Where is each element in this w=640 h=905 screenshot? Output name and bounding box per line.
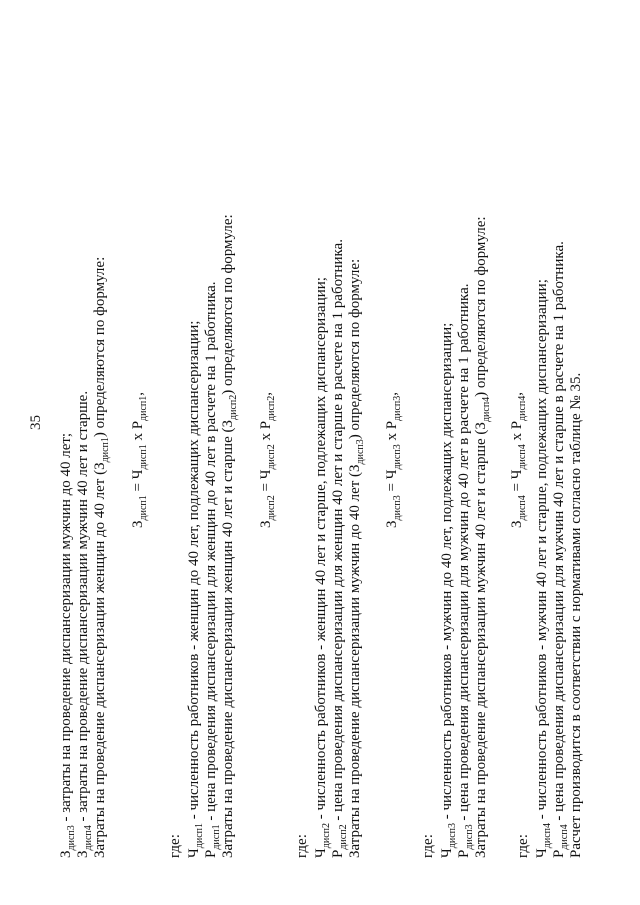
text-line: $Ч_{дисп1}$ - численность работников - женщин до 40 лет, подлежащих диспансеризации; xyxy=(186,320,205,858)
text-line: $Ч_{дисп4}$ - численность работников - мужчин 40 лет и старше, подлежащих диспансеризации; xyxy=(534,279,553,858)
where-label: где: xyxy=(420,834,436,858)
text-line: $Р_{дисп4}$ - цена проведения диспансеризации для мужчин 40 лет и старше в расчете на 1 работника. xyxy=(551,241,570,858)
text-line: $З_{дисп3}$ - затраты на проведение диспансеризации мужчин до 40 лет; xyxy=(58,432,77,858)
text-line: $Р_{дисп3}$ - цена проведения диспансеризации для мужчин до 40 лет в расчете на 1 работника. xyxy=(456,283,475,858)
formula-3: $З_{дисп3} = Ч_{дисп3}$ х $Р_{дисп3}$, xyxy=(384,391,403,528)
text-line: $Ч_{дисп2}$ - численность работников - женщин 40 лет и старше, подлежащих диспансеризации; xyxy=(313,277,332,858)
rotated-content xyxy=(58,28,588,858)
text-line: $Ч_{дисп3}$ - численность работников - мужчин до 40 лет, подлежащих диспансеризации; xyxy=(439,322,458,858)
text-line: Затраты на проведение диспансеризации женщин 40 лет и старше $(З_{дисп2})$ определяются по формуле: xyxy=(220,214,239,858)
text-line: Затраты на проведение диспансеризации мужчин до 40 лет $(З_{дисп3})$ определяются по формуле: xyxy=(347,258,366,858)
where-label: где: xyxy=(515,834,531,858)
text-line: Затраты на проведение диспансеризации мужчин 40 лет и старше $(З_{дисп4})$ определяются по формуле: xyxy=(473,216,492,858)
formula-2: $З_{дисп2} = Ч_{дисп2}$ х $Р_{дисп2}$, xyxy=(258,391,277,528)
page-number: 35 xyxy=(28,415,44,430)
text-line: Затраты на проведение диспансеризации женщин до 40 лет $(З_{дисп1})$ определяются по формуле: xyxy=(92,256,111,858)
text-line: Расчет производится в соответствии с нормативами согласно таблице № 35. xyxy=(568,372,584,858)
text-line: $Р_{дисп1}$ - цена проведения диспансеризации для женщин до 40 лет в расчете на 1 работника. xyxy=(203,281,222,858)
text-line: $З_{дисп4}$ - затраты на проведение диспансеризации мужчин 40 лет и старше. xyxy=(75,390,94,858)
where-label: где: xyxy=(167,834,183,858)
where-label: где: xyxy=(294,834,310,858)
text-line: $Р_{дисп2}$ - цена проведения диспансеризации для женщин 40 лет и старше в расчете на 1 работника. xyxy=(330,239,349,858)
formula-4: $З_{дисп4} = Ч_{дисп4}$ х $Р_{дисп4}$, xyxy=(509,391,528,528)
formula-1: $З_{дисп1} = Ч_{дисп1}$ х $Р_{дисп1}$, xyxy=(130,391,149,528)
